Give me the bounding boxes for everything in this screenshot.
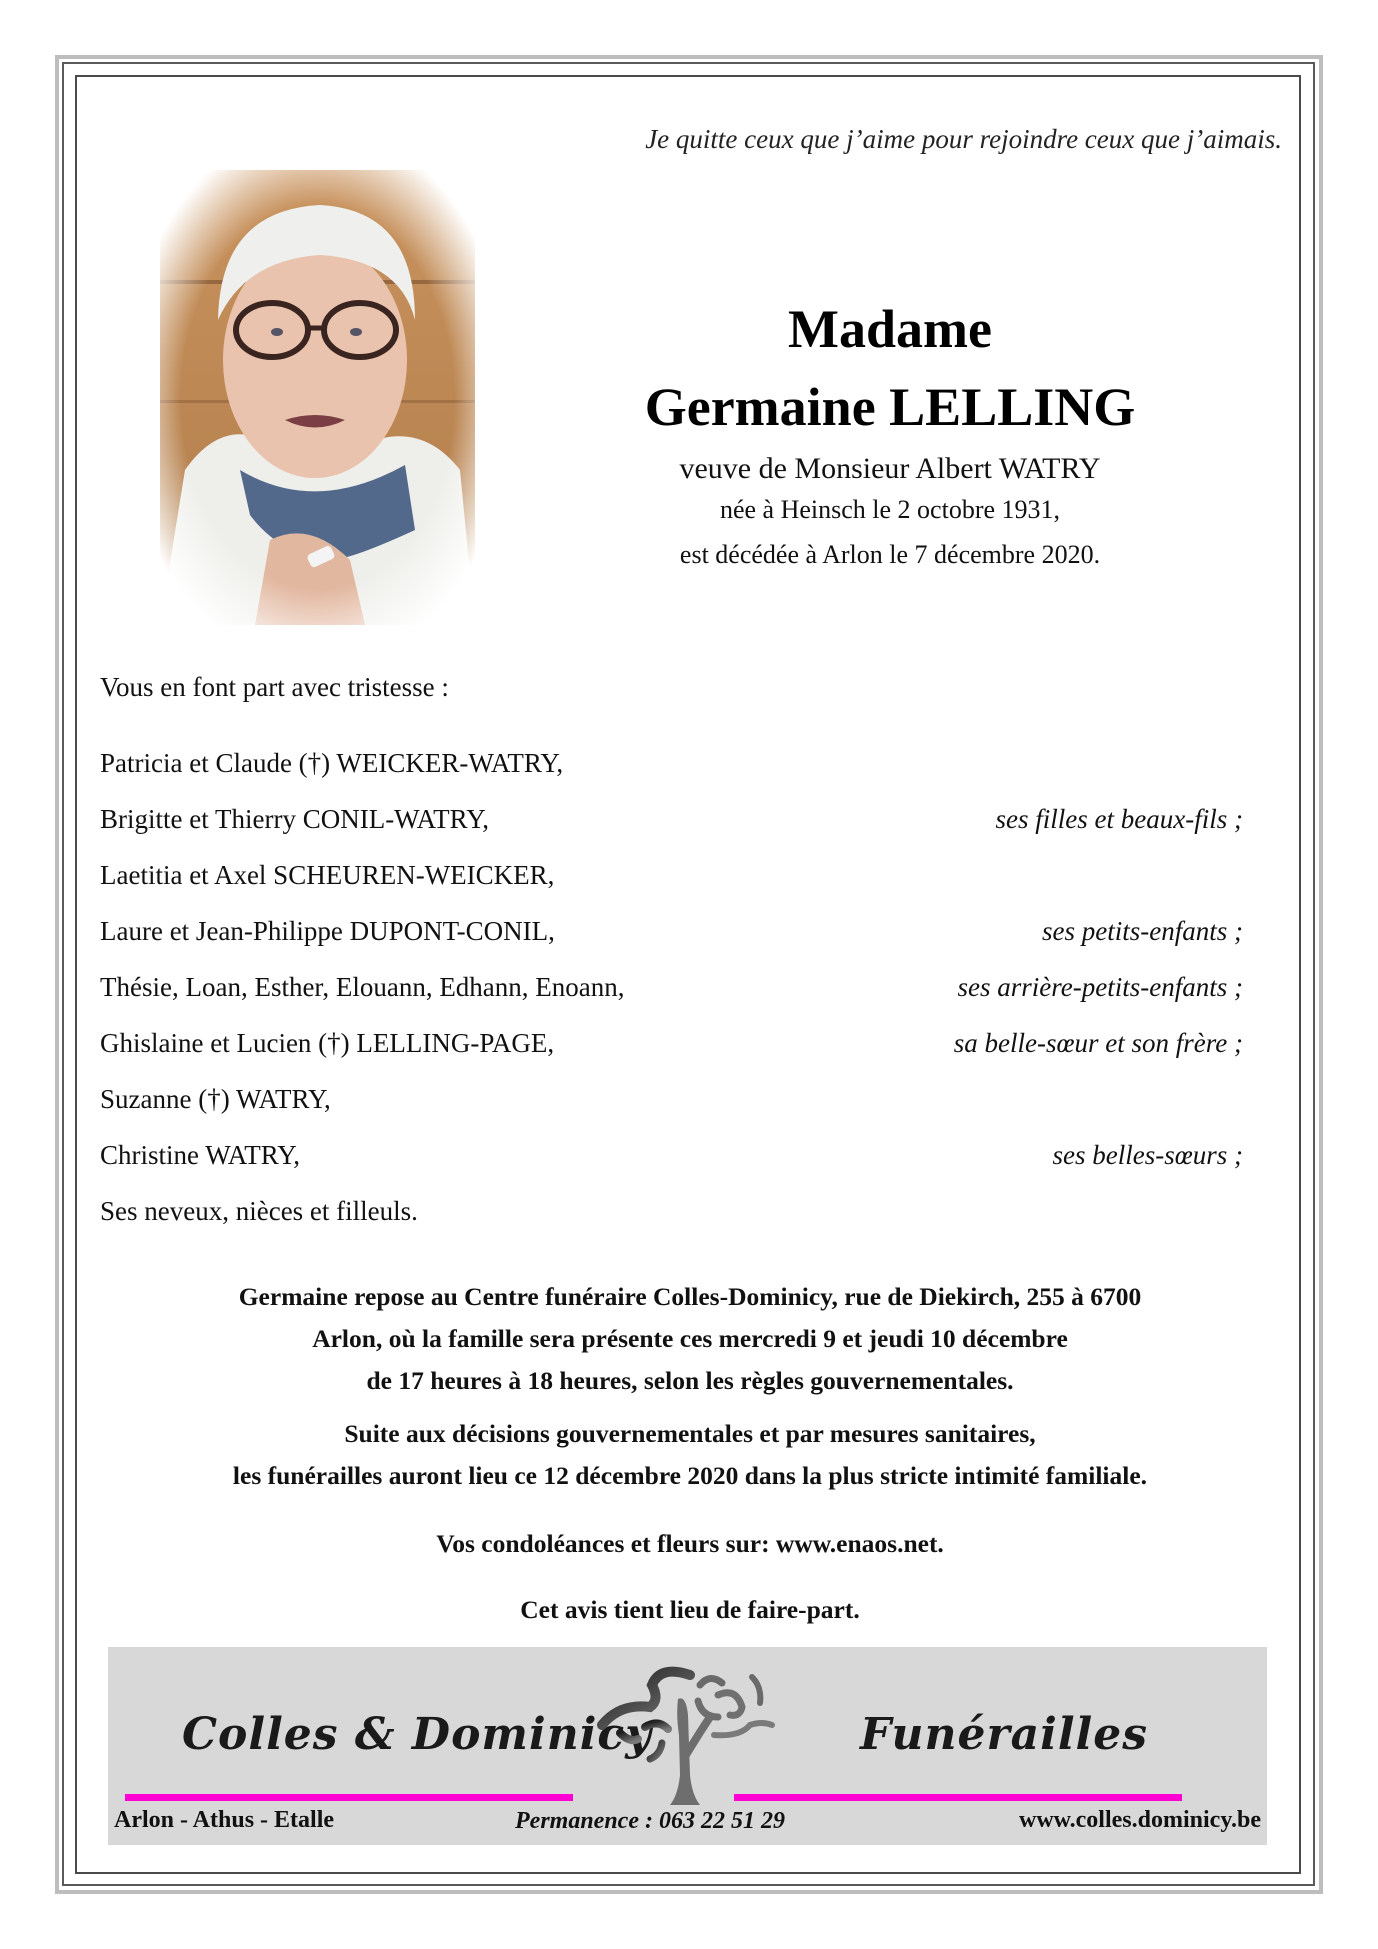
portrait-photo <box>160 170 475 625</box>
family-row <box>100 916 1243 956</box>
family-names: Laure et Jean-Philippe DUPONT-CONIL, <box>100 916 555 946</box>
family-relation: ses filles et beaux-fils ; <box>995 804 1243 834</box>
family-intro: Vous en font part avec tristesse : <box>100 672 449 702</box>
tree-icon <box>590 1655 790 1825</box>
condolences-notice <box>90 1523 1290 1565</box>
family-names: Patricia et Claude (†) WEICKER-WATRY, <box>100 748 564 778</box>
visitation-line: Arlon, où la famille sera présente ces mercredi 9 et jeudi 10 décembre <box>312 1324 1068 1353</box>
visitation-line: Germaine repose au Centre funéraire Colles-Dominicy, rue de Diekirch, 255 à 6700 <box>238 1282 1142 1311</box>
family-names: Thésie, Loan, Esther, Elouann, Edhann, Enoann, <box>100 972 625 1002</box>
family-names: Ses neveux, nièces et filleuls. <box>100 1196 418 1226</box>
faire-part-notice <box>90 1589 1290 1631</box>
brand-service: Funérailles <box>860 1709 1149 1760</box>
family-row <box>100 748 1243 788</box>
accent-line-left <box>125 1794 573 1801</box>
family-row <box>100 972 1243 1012</box>
family-names: Christine WATRY, <box>100 1140 301 1170</box>
epigraph-quote: Je quitte ceux que j’aime pour rejoindre ceux que j’aimais. <box>645 124 1282 154</box>
family-names: Brigitte et Thierry CONIL-WATRY, <box>100 804 489 834</box>
condolences-line: Vos condoléances et fleurs sur: www.enaos.net. <box>436 1529 944 1558</box>
funeral-line: les funérailles auront lieu ce 12 décembre 2020 dans la plus stricte intimité familiale. <box>232 1461 1148 1490</box>
permanence-phone[interactable]: Permanence : 063 22 51 29 <box>515 1808 785 1834</box>
family-row <box>100 1196 1243 1236</box>
family-row <box>100 804 1243 844</box>
website-link[interactable]: www.colles.dominicy.be <box>1018 1807 1261 1833</box>
branch-locations: Arlon - Athus - Etalle <box>114 1807 335 1833</box>
funeral-home-banner <box>108 1647 1267 1845</box>
family-relation: sa belle-sœur et son frère ; <box>953 1028 1243 1058</box>
honorific-title: Madame <box>788 299 992 359</box>
family-relation: ses arrière-petits-enfants ; <box>957 972 1243 1002</box>
portrait-illustration <box>160 170 475 625</box>
family-row <box>100 1084 1243 1124</box>
family-names: Ghislaine et Lucien (†) LELLING-PAGE, <box>100 1028 555 1058</box>
deceased-name: Germaine LELLING <box>644 377 1136 437</box>
funeral-notice <box>90 1413 1290 1497</box>
visitation-line: de 17 heures à 18 heures, selon les règles gouvernementales. <box>366 1366 1014 1395</box>
birth-line: née à Heinsch le 2 octobre 1931, <box>719 495 1061 524</box>
faire-part-line: Cet avis tient lieu de faire-part. <box>520 1595 860 1624</box>
visitation-notice <box>90 1276 1290 1402</box>
family-row <box>100 860 1243 900</box>
family-names: Laetitia et Axel SCHEUREN-WEICKER, <box>100 860 555 890</box>
family-relation: ses petits-enfants ; <box>1042 916 1243 946</box>
widow-of-line: veuve de Monsieur Albert WATRY <box>679 452 1101 485</box>
family-row <box>100 1140 1243 1180</box>
accent-line-right <box>734 1794 1182 1801</box>
family-row <box>100 1028 1243 1068</box>
brand-name: Colles & Dominicy <box>182 1709 652 1760</box>
death-line: est décédée à Arlon le 7 décembre 2020. <box>679 540 1101 569</box>
family-names: Suzanne (†) WATRY, <box>100 1084 331 1114</box>
family-relation: ses belles-sœurs ; <box>1052 1140 1243 1170</box>
funeral-line: Suite aux décisions gouvernementales et par mesures sanitaires, <box>344 1419 1036 1448</box>
